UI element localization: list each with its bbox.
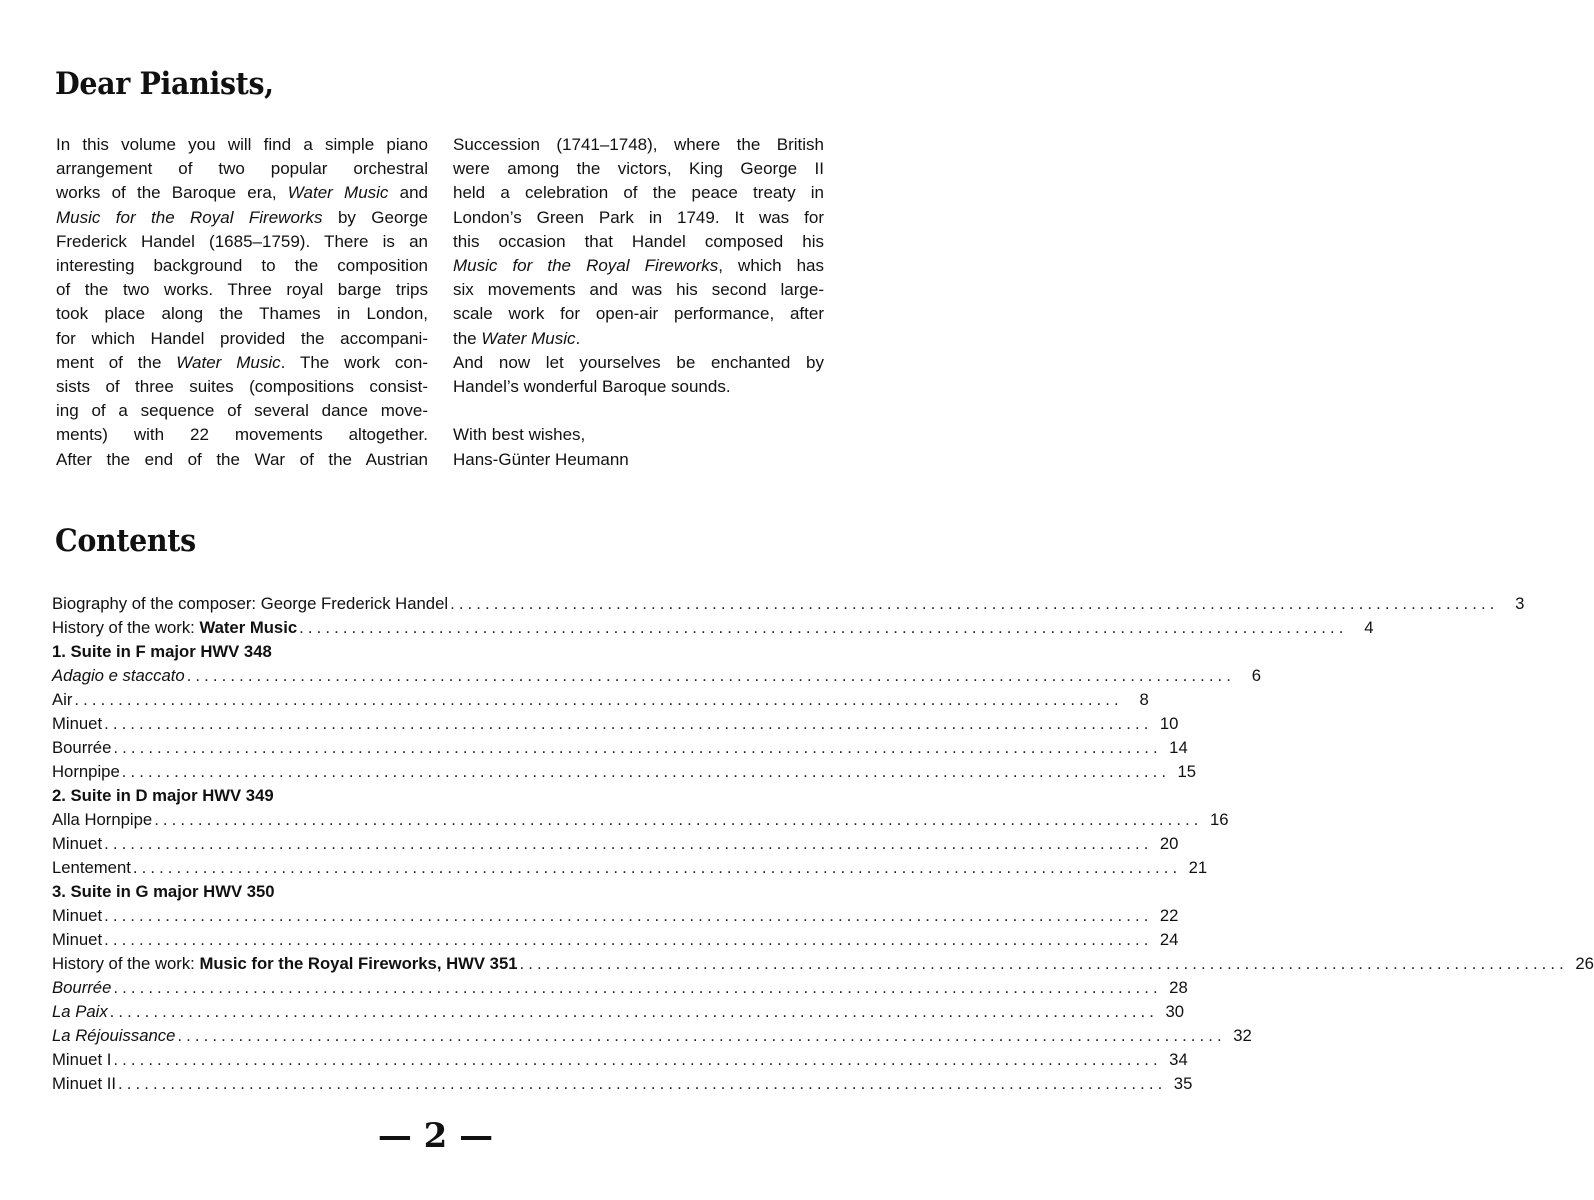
toc-entry-title: Bourrée bbox=[52, 738, 112, 757]
toc-entry-title: Minuet bbox=[52, 930, 103, 949]
toc-work-title: Music for the Royal Fireworks, HWV 351 bbox=[199, 954, 518, 973]
toc-entry-title: La Réjouissance bbox=[52, 1026, 176, 1045]
letter-line: ing of a sequence of several dance move- bbox=[56, 401, 428, 421]
letter-line: ment of the Water Music. The work con- bbox=[56, 352, 428, 372]
toc-section-heading bbox=[52, 642, 818, 666]
toc-page-number: 8 bbox=[1139, 690, 1149, 709]
toc-page-number: 20 bbox=[1159, 834, 1179, 853]
toc-page-number: 35 bbox=[1173, 1074, 1193, 1093]
toc-entry bbox=[52, 762, 1197, 786]
toc-entry-title: History of the work: Music for the Royal Fireworks, HWV 351 bbox=[52, 954, 518, 973]
toc-entry-title: Adagio e staccato bbox=[52, 666, 185, 685]
toc-entry bbox=[52, 930, 1179, 954]
toc-dot-leader: ........................................................................................................................ bbox=[118, 1074, 1167, 1093]
letter-line: interesting background to the composition bbox=[56, 256, 428, 276]
toc-dot-leader: ........................................................................................................................ bbox=[450, 594, 1499, 613]
toc-entry bbox=[52, 738, 1188, 762]
toc-entry-title: Minuet I bbox=[52, 1050, 112, 1069]
toc-dot-leader: ........................................................................................................................ bbox=[113, 1050, 1162, 1069]
toc-page-number: 32 bbox=[1233, 1026, 1252, 1045]
toc-dot-leader: ........................................................................................................................ bbox=[154, 810, 1203, 829]
letter-heading: Dear Pianists, bbox=[55, 66, 274, 102]
toc-section-title: 1. Suite in F major HWV 348 bbox=[52, 642, 272, 661]
letter-line: Music for the Royal Fireworks, which has bbox=[453, 256, 824, 276]
toc-page-number: 14 bbox=[1169, 738, 1188, 757]
letter-line: scale work for open-air performance, after bbox=[453, 304, 824, 324]
toc-entry-title: Minuet II bbox=[52, 1074, 116, 1093]
toc-page-number: 6 bbox=[1251, 666, 1262, 685]
toc-dot-leader: ........................................................................................................................ bbox=[299, 618, 1348, 637]
letter-line: After the end of the War of the Austrian bbox=[56, 449, 428, 469]
letter-line: sists of three suites (compositions consist- bbox=[56, 377, 428, 397]
toc-dot-leader: ........................................................................................................................ bbox=[74, 690, 1123, 709]
letter-line: six movements and was his second large- bbox=[453, 280, 824, 300]
work-title: Water Music bbox=[176, 352, 281, 372]
letter-column-left bbox=[56, 133, 428, 472]
toc-dot-leader: ........................................................................................................................ bbox=[519, 954, 1568, 973]
toc-entry-title: Alla Hornpipe bbox=[52, 810, 153, 829]
toc-entry bbox=[52, 858, 1208, 882]
letter-line: ments) with 22 movements altogether. bbox=[56, 425, 428, 445]
toc-page-number: 22 bbox=[1159, 906, 1179, 925]
letter-line: arrangement of two popular orchestral bbox=[56, 159, 428, 179]
toc-section-heading bbox=[52, 882, 818, 906]
toc-entry-title: Lentement bbox=[52, 858, 131, 877]
toc-entry bbox=[52, 834, 1179, 858]
letter-column-right bbox=[453, 133, 824, 472]
toc-work-title: Water Music bbox=[199, 618, 298, 637]
toc-entry bbox=[52, 810, 1229, 834]
toc-entry-title: Minuet bbox=[52, 906, 103, 925]
toc-page-number: 30 bbox=[1165, 1002, 1185, 1021]
toc-dot-leader: ........................................................................................................................ bbox=[109, 1002, 1159, 1021]
letter-line: this occasion that Handel composed his bbox=[453, 231, 824, 251]
closing-line: With best wishes, bbox=[453, 425, 586, 445]
page-number: — 2 — bbox=[377, 1116, 494, 1156]
toc-page-number: 24 bbox=[1159, 930, 1179, 949]
signature-name: Hans-Günter Heumann bbox=[453, 449, 629, 469]
toc-entry bbox=[52, 1074, 1193, 1098]
toc-dot-leader: ........................................................................................................................ bbox=[104, 930, 1153, 949]
toc-page-number: 15 bbox=[1177, 762, 1197, 781]
toc-entry-title: History of the work: Water Music bbox=[52, 618, 298, 637]
toc-dot-leader: ........................................................................................................................ bbox=[177, 1026, 1226, 1045]
toc-dot-leader: ........................................................................................................................ bbox=[113, 978, 1162, 997]
toc-dot-leader: ........................................................................................................................ bbox=[186, 666, 1236, 685]
toc-section-title: 2. Suite in D major HWV 349 bbox=[52, 786, 274, 805]
work-title: Music for the Royal Fireworks bbox=[453, 256, 719, 276]
toc-page-number: 4 bbox=[1364, 618, 1374, 637]
toc-dot-leader: ........................................................................................................................ bbox=[104, 714, 1153, 733]
toc-page-number: 10 bbox=[1159, 714, 1179, 733]
toc-entry bbox=[52, 690, 1149, 714]
toc-entry-title: La Paix bbox=[52, 1002, 108, 1021]
letter-line: works of the Baroque era, Water Music and bbox=[56, 183, 429, 203]
letter-line: Succession (1741–1748), where the British bbox=[453, 135, 824, 154]
toc-page-number: 26 bbox=[1575, 954, 1594, 973]
letter-line: London’s Green Park in 1749. It was for bbox=[453, 207, 824, 227]
letter-line: held a celebration of the peace treaty in bbox=[453, 183, 824, 203]
letter-line: Frederick Handel (1685–1759). There is an bbox=[56, 231, 428, 251]
contents-heading: Contents bbox=[55, 523, 196, 559]
toc-dot-leader: ........................................................................................................................ bbox=[104, 906, 1153, 925]
toc-entry bbox=[52, 594, 1525, 618]
letter-line: And now let yourselves be enchanted by bbox=[453, 352, 824, 372]
toc-page-number: 34 bbox=[1169, 1050, 1188, 1069]
toc-page-number: 21 bbox=[1188, 858, 1208, 877]
table-of-contents bbox=[52, 594, 1594, 1098]
toc-entry-title: Hornpipe bbox=[52, 762, 120, 781]
toc-dot-leader: ........................................................................................................................ bbox=[132, 858, 1182, 877]
toc-dot-leader: ........................................................................................................................ bbox=[104, 834, 1153, 853]
toc-section-heading bbox=[52, 786, 818, 810]
toc-entry bbox=[52, 1002, 1185, 1026]
work-title: Water Music bbox=[481, 328, 576, 348]
toc-entry bbox=[52, 1026, 1252, 1050]
toc-page-number: 3 bbox=[1515, 594, 1525, 613]
toc-entry-title: Biography of the composer: George Frederick Handel bbox=[52, 594, 449, 613]
toc-page-number: 16 bbox=[1209, 810, 1229, 829]
letter-line: took place along the Thames in London, bbox=[56, 304, 428, 324]
letter-line: Music for the Royal Fireworks by George bbox=[56, 207, 428, 227]
work-title: Music for the Royal Fireworks bbox=[56, 207, 323, 227]
toc-entry-title: Bourrée bbox=[52, 978, 112, 997]
letter-line: In this volume you will find a simple piano bbox=[56, 135, 428, 154]
toc-entry bbox=[52, 618, 1374, 642]
letter-line: Handel’s wonderful Baroque sounds. bbox=[453, 377, 731, 397]
toc-entry bbox=[52, 978, 1188, 1002]
letter-line: the Water Music. bbox=[453, 328, 581, 348]
toc-entry-title: Minuet bbox=[52, 834, 103, 853]
work-title: Water Music bbox=[287, 183, 389, 203]
toc-page-number: 28 bbox=[1169, 978, 1188, 997]
toc-entry-title: Minuet bbox=[52, 714, 103, 733]
toc-section-title: 3. Suite in G major HWV 350 bbox=[52, 882, 275, 901]
letter-line: for which Handel provided the accompani- bbox=[56, 328, 428, 348]
toc-entry bbox=[52, 714, 1179, 738]
toc-entry-title: Air bbox=[52, 690, 73, 709]
toc-dot-leader: ........................................................................................................................ bbox=[121, 762, 1171, 781]
toc-entry bbox=[52, 906, 1179, 930]
letter-line: were among the victors, King George II bbox=[453, 159, 824, 179]
toc-dot-leader: ........................................................................................................................ bbox=[113, 738, 1162, 757]
toc-entry bbox=[52, 666, 1262, 690]
letter-line: of the two works. Three royal barge trips bbox=[56, 280, 428, 300]
toc-entry bbox=[52, 1050, 1188, 1074]
toc-entry bbox=[52, 954, 1594, 978]
